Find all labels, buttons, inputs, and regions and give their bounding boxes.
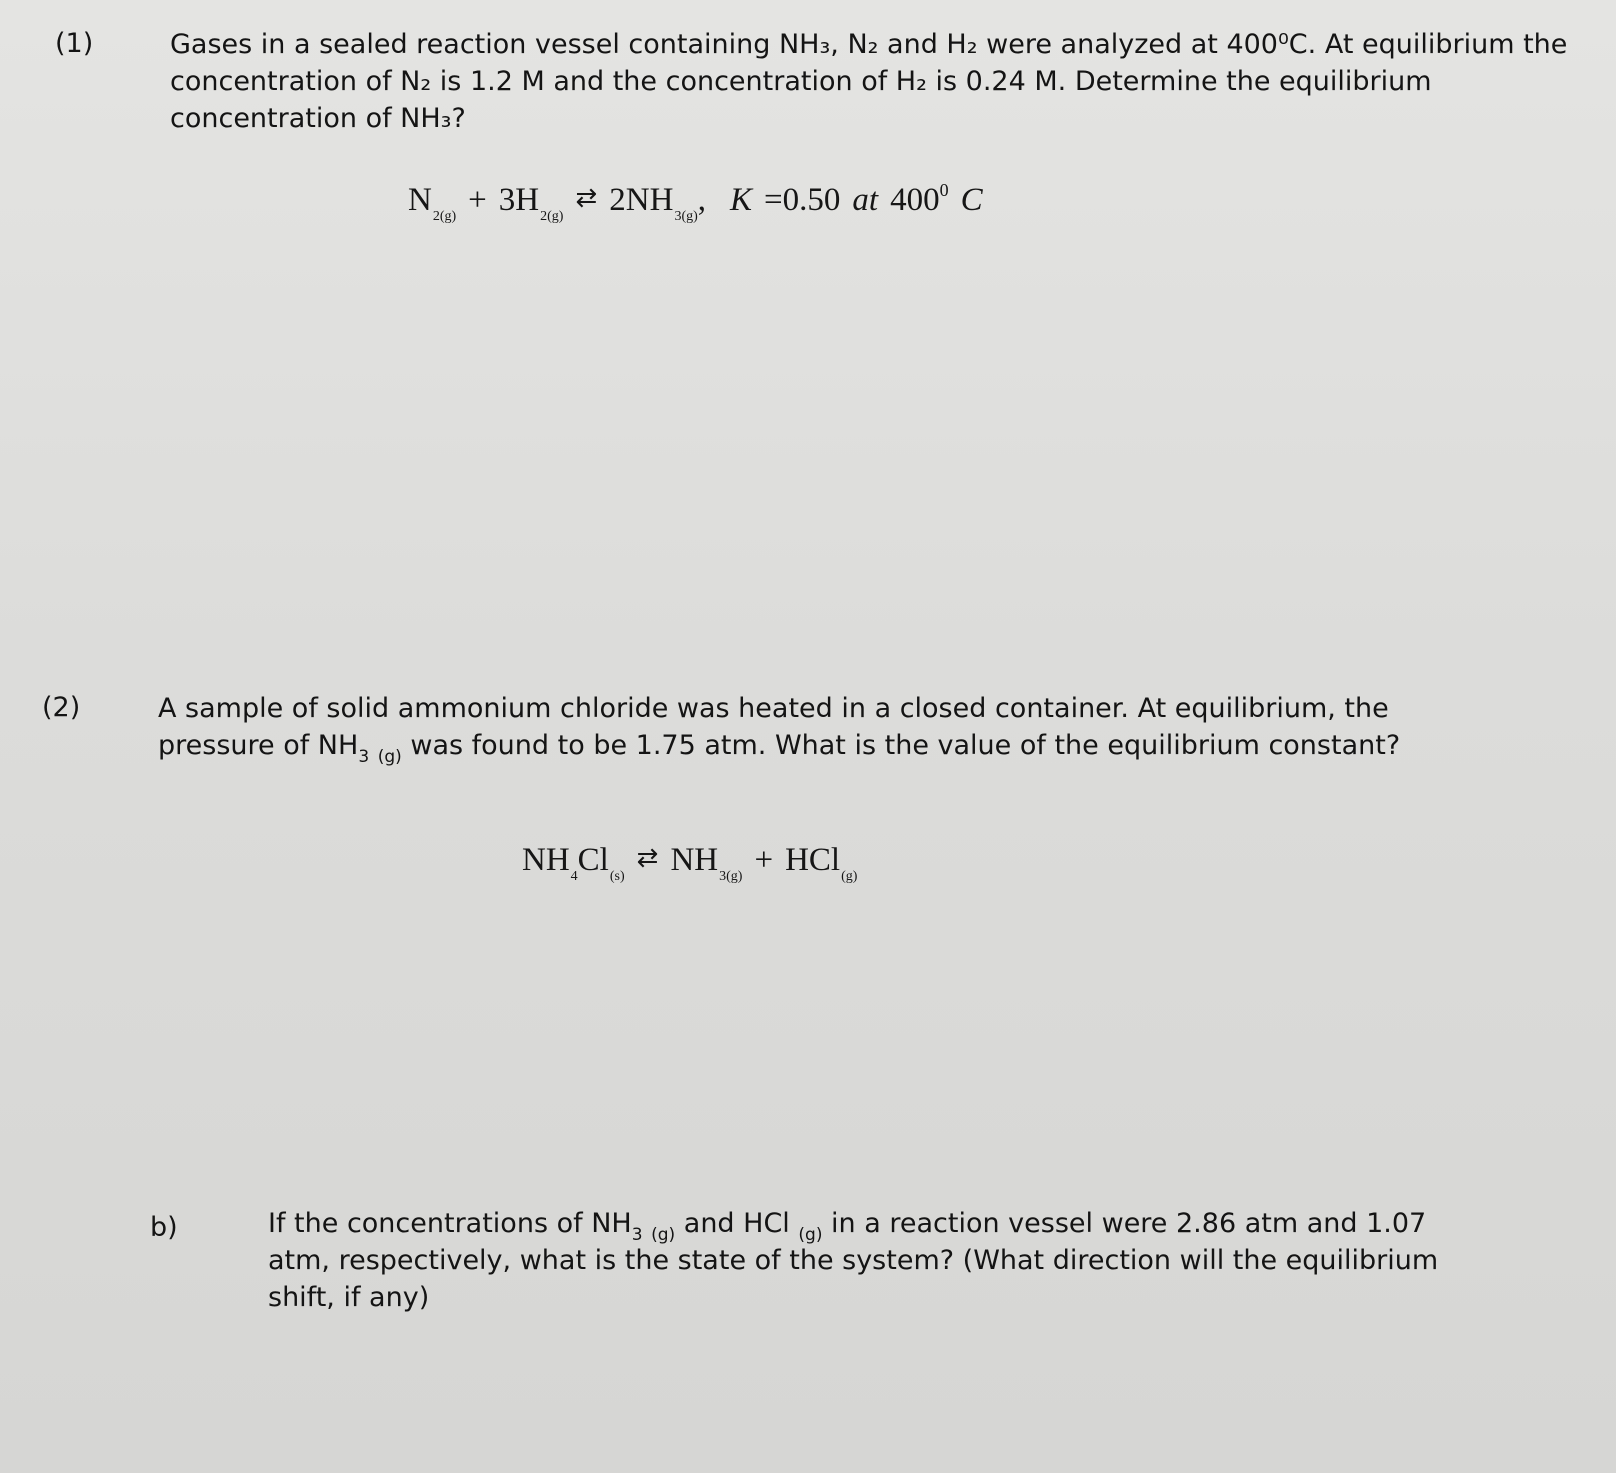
question-1-line-1: Gases in a sealed reaction vessel containing NH₃, N₂ and H₂ were analyzed at 400⁰C. At equilibrium the [170, 29, 1568, 60]
question-2b-and-hcl: and HCl [675, 1208, 790, 1239]
nh3-subscript: 3(g) [674, 209, 698, 224]
k-value: =0.50 [764, 182, 841, 218]
nh3-product-subscript: 3(g) [719, 869, 743, 884]
temperature-value: 400 [890, 182, 940, 218]
equilibrium-arrow-icon: ⇄ [636, 843, 659, 872]
question-2b-label: b) [150, 1212, 178, 1243]
nh3-state-subscript: (g) [651, 1225, 676, 1245]
cl-term: Cl [577, 842, 609, 878]
ammonium-chloride-equation [522, 842, 858, 884]
nh3-state-subscript: (g) [377, 747, 402, 767]
nh4-term: NH [522, 842, 570, 878]
question-2-line-1: A sample of solid ammonium chloride was heated in a closed container. At equilibrium, the [158, 693, 1389, 724]
nh3-subscript-number: 3 [358, 747, 370, 767]
equation-comma: , [697, 182, 707, 218]
question-1-line-2: concentration of N₂ is 1.2 M and the concentration of H₂ is 0.24 M. Determine the equilibrium [170, 66, 1432, 97]
question-2-line-2 [158, 727, 1400, 768]
question-2b-line-2: atm, respectively, what is the state of the system? (What direction will the equilibrium [268, 1245, 1439, 1276]
degree-mark: 0 [939, 180, 949, 200]
h2-term: 3H [498, 182, 540, 218]
nh3-product: NH [670, 842, 719, 878]
plus-sign: + [754, 842, 774, 878]
nh4cl-state: (s) [609, 869, 625, 884]
ammonia-synthesis-equation [408, 180, 983, 224]
question-1-line-3: concentration of NH₃? [170, 103, 466, 134]
n2-term: N [408, 182, 432, 218]
question-2-number: (2) [42, 692, 81, 723]
hcl-product-subscript: (g) [841, 869, 858, 884]
question-2b-line-1-end: in a reaction vessel were 2.86 atm and 1.07 [822, 1208, 1427, 1239]
question-2b-line-3: shift, if any) [268, 1282, 430, 1313]
question-2-line-2-end: was found to be 1.75 atm. What is the value of the equilibrium constant? [401, 730, 1401, 761]
h2-subscript: 2(g) [540, 209, 564, 224]
temperature-unit: C [960, 182, 983, 218]
hcl-state-subscript: (g) [798, 1225, 823, 1245]
hcl-product: HCl [785, 842, 841, 878]
question-2-line-2-start: pressure of NH [158, 730, 359, 761]
nh3-term: 2NH [609, 182, 674, 218]
question-2b-line-1 [268, 1205, 1426, 1246]
question-2b-line-1-start: If the concentrations of NH [268, 1208, 632, 1239]
at-word: at [852, 182, 879, 218]
question-1-number: (1) [55, 28, 94, 59]
nh3-subscript-number: 3 [631, 1225, 643, 1245]
bleed-through-text [160, 138, 167, 167]
k-symbol: K [730, 182, 753, 218]
n2-subscript: 2(g) [432, 209, 457, 224]
equilibrium-arrow-icon: ⇄ [575, 183, 598, 212]
nh4-subscript: 4 [570, 869, 578, 884]
plus-sign: + [468, 182, 487, 218]
